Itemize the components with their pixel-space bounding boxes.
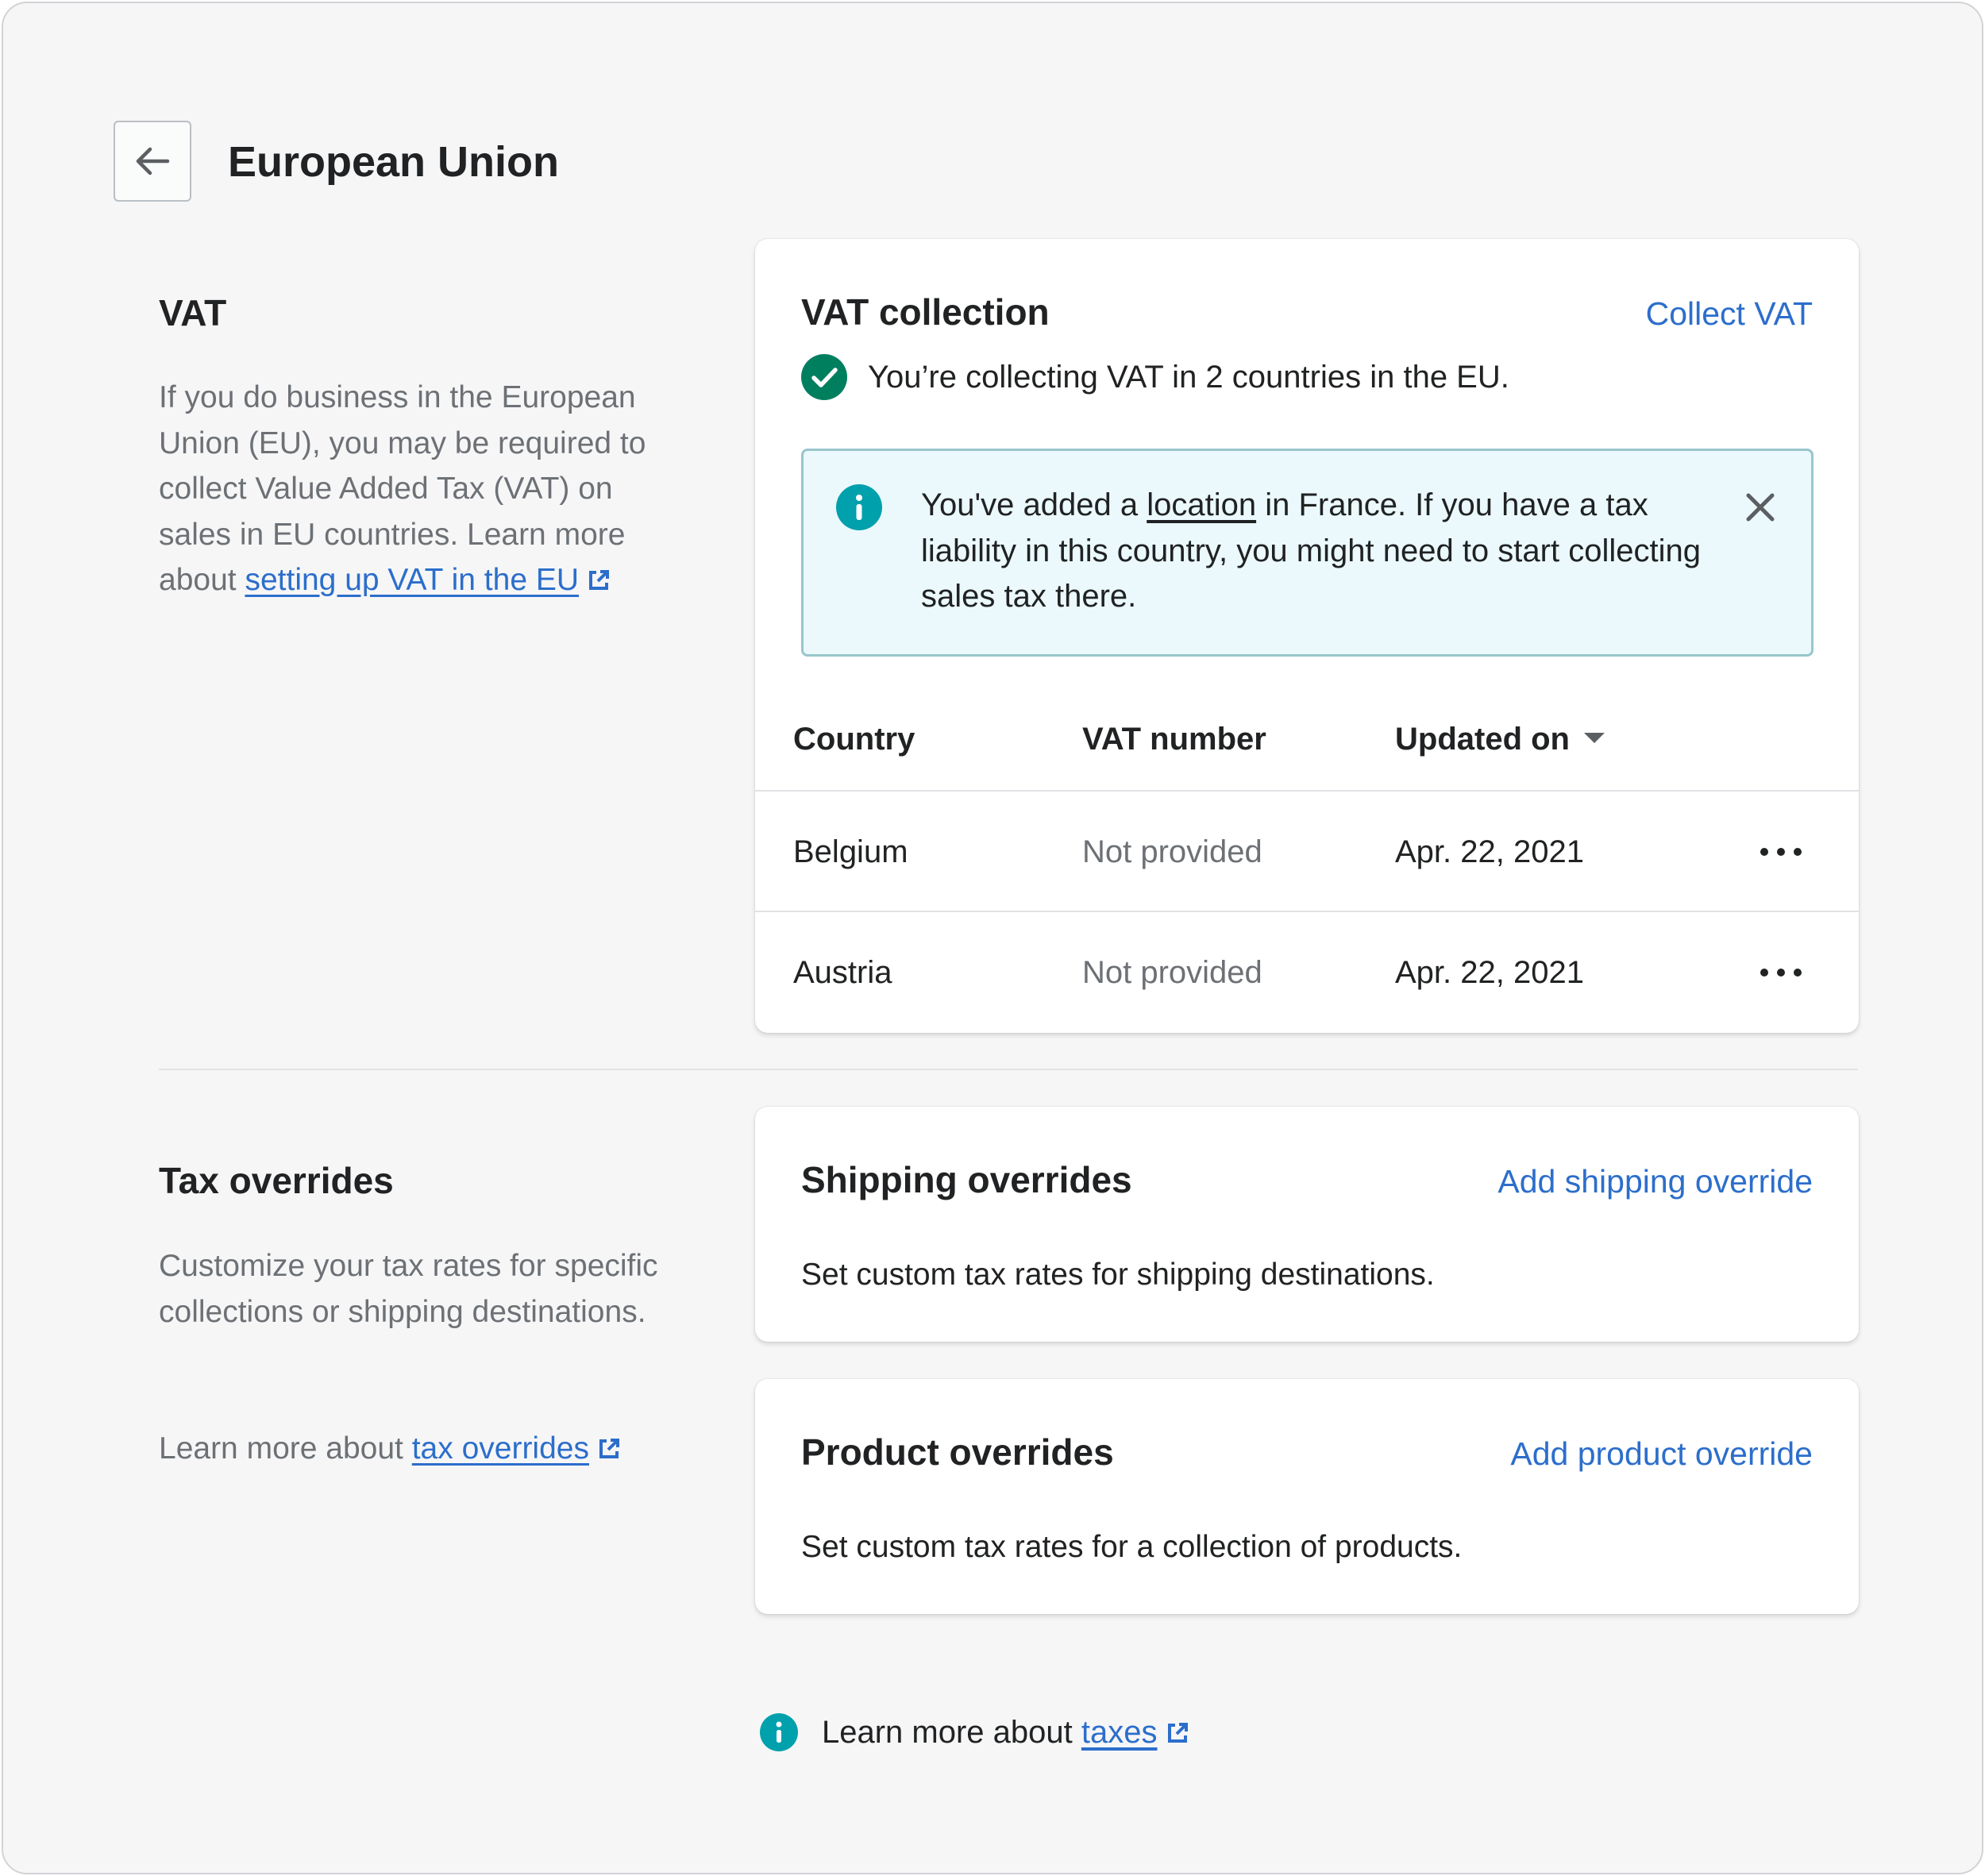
page-title: European Union: [228, 138, 559, 186]
vat-description: [159, 375, 683, 603]
column-header-country: Country: [793, 722, 915, 757]
tax-overrides-description: Customize your tax rates for specific collections or shipping destinations.: [159, 1249, 658, 1329]
tax-overrides-learn-prefix: Learn more about: [159, 1431, 403, 1466]
vat-collection-title: VAT collection: [801, 291, 1050, 333]
row-actions-button[interactable]: [1760, 957, 1802, 988]
tax-overrides-heading: Tax overrides: [159, 1160, 394, 1201]
vat-status: [801, 354, 1509, 400]
external-link-icon: [597, 1437, 621, 1461]
shipping-overrides-title: Shipping overrides: [801, 1159, 1132, 1200]
add-shipping-override-button[interactable]: Add shipping override: [1497, 1163, 1813, 1200]
more-dot: [1760, 969, 1768, 977]
column-header-updated-on[interactable]: [1395, 715, 1605, 763]
more-dot: [1794, 969, 1802, 977]
row-country: Austria: [793, 955, 892, 990]
more-dot: [1777, 848, 1785, 856]
info-circle-icon: [760, 1713, 798, 1751]
more-dot: [1760, 848, 1768, 856]
add-product-override-button[interactable]: Add product override: [1510, 1435, 1813, 1472]
collect-vat-button[interactable]: Collect VAT: [1645, 295, 1813, 332]
table-row: [755, 912, 1859, 1033]
column-header-vat-number: VAT number: [1082, 722, 1266, 757]
close-icon[interactable]: [1744, 491, 1777, 524]
row-country: Belgium: [793, 834, 908, 869]
tax-overrides-link[interactable]: [412, 1431, 589, 1466]
row-actions-button[interactable]: [1760, 836, 1802, 868]
vat-collection-card: [755, 239, 1859, 1033]
vat-setup-link[interactable]: [245, 563, 579, 597]
external-link-icon: [587, 568, 611, 592]
vat-description-text: If you do business in the European Union (EU), you may be required to collect Value Added Tax (VAT) on sales in EU countries. Learn more about: [159, 380, 646, 597]
banner-text-before: You've added a: [921, 487, 1139, 522]
back-button[interactable]: [114, 121, 191, 202]
location-link[interactable]: location: [1147, 487, 1257, 522]
shipping-overrides-body: Set custom tax rates for shipping destinations.: [801, 1258, 1435, 1292]
vat-status-text: You’re collecting VAT in 2 countries in the EU.: [868, 360, 1509, 395]
banner-message: [921, 483, 1723, 620]
row-updated-on: Apr. 22, 2021: [1395, 834, 1584, 869]
footer-text: [822, 1709, 1189, 1755]
settings-page: [2, 2, 1983, 1874]
banner-text-after: in France. If you have a tax liability in this country, you might need to start collecting sales tax there.: [921, 487, 1701, 614]
arrow-left-icon: [133, 141, 172, 181]
vat-setup-link-label: setting up VAT in the EU: [245, 563, 580, 597]
taxes-link[interactable]: [1081, 1715, 1158, 1750]
row-vat-number: Not provided: [1082, 834, 1262, 869]
vat-table-header: [755, 691, 1859, 792]
product-overrides-title: Product overrides: [801, 1431, 1114, 1473]
updated-on-label: Updated on: [1395, 722, 1570, 757]
check-circle-icon: [801, 354, 847, 400]
info-circle-icon: [836, 484, 882, 530]
row-vat-number: Not provided: [1082, 955, 1262, 990]
section-divider: [159, 1069, 1858, 1070]
caret-down-icon: [1584, 733, 1605, 743]
more-dot: [1794, 848, 1802, 856]
table-row: [755, 792, 1859, 912]
footer-prefix: Learn more about: [822, 1715, 1073, 1750]
row-updated-on: Apr. 22, 2021: [1395, 955, 1584, 990]
taxes-link-label: taxes: [1081, 1715, 1158, 1750]
footer-help: [760, 1709, 1189, 1755]
location-info-banner: [801, 449, 1813, 657]
tax-overrides-learn-more: [159, 1426, 762, 1472]
product-overrides-body: Set custom tax rates for a collection of products.: [801, 1530, 1463, 1564]
vat-heading: VAT: [159, 292, 227, 333]
more-dot: [1777, 969, 1785, 977]
external-link-icon: [1166, 1721, 1189, 1745]
tax-overrides-link-label: tax overrides: [411, 1431, 589, 1466]
product-overrides-card: [755, 1379, 1859, 1614]
shipping-overrides-card: [755, 1107, 1859, 1342]
